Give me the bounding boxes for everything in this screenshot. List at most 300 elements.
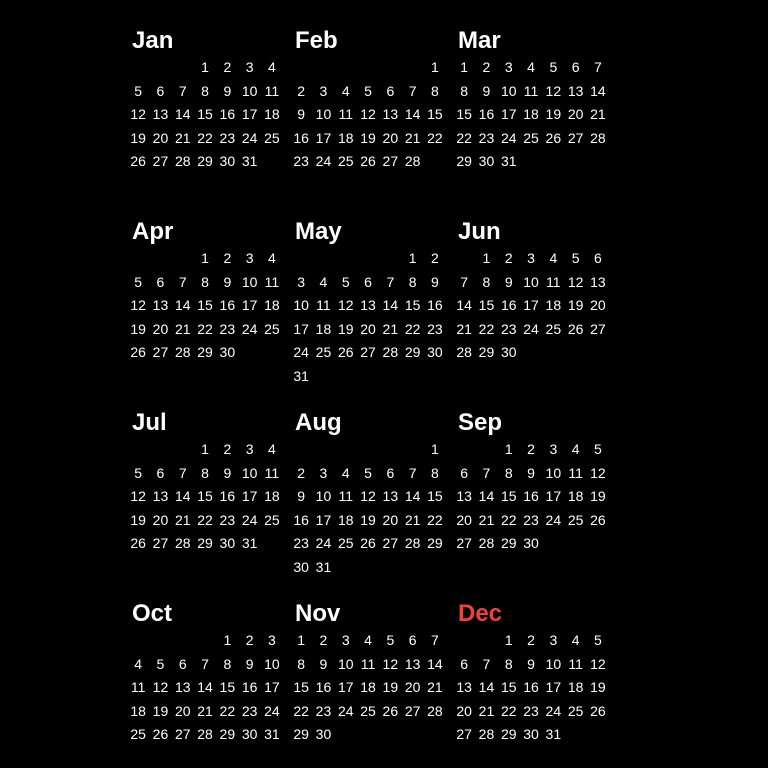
day-cell[interactable]: 31: [500, 153, 517, 169]
day-cell[interactable]: 23: [219, 129, 236, 146]
day-cell[interactable]: 19: [360, 129, 376, 146]
day-cell[interactable]: 26: [152, 726, 169, 742]
day-cell[interactable]: 10: [315, 488, 332, 504]
day-cell[interactable]: 8: [201, 464, 209, 481]
day-cell[interactable]: 5: [364, 82, 372, 99]
day-cell[interactable]: 21: [456, 320, 472, 337]
day-cell[interactable]: 23: [427, 320, 443, 337]
day-cell[interactable]: 28: [174, 153, 191, 169]
day-cell[interactable]: 4: [268, 441, 276, 457]
day-cell[interactable]: 28: [478, 535, 495, 551]
day-cell[interactable]: 25: [523, 129, 539, 146]
day-cell[interactable]: 29: [404, 344, 421, 360]
day-cell[interactable]: 26: [382, 702, 399, 719]
day-cell[interactable]: 6: [460, 464, 469, 481]
day-cell[interactable]: 3: [549, 441, 558, 457]
day-cell[interactable]: 27: [382, 153, 399, 169]
day-cell[interactable]: 15: [219, 679, 236, 695]
day-cell[interactable]: 8: [223, 655, 232, 672]
day-cell[interactable]: 2: [482, 59, 491, 75]
day-cell[interactable]: 30: [500, 344, 517, 360]
day-cell[interactable]: 8: [504, 655, 513, 672]
day-cell[interactable]: 28: [197, 726, 213, 742]
day-cell[interactable]: 16: [315, 679, 332, 695]
day-cell[interactable]: 7: [594, 59, 602, 75]
day-cell[interactable]: 6: [156, 273, 165, 290]
day-cell[interactable]: 27: [567, 129, 584, 146]
day-cell[interactable]: 22: [427, 129, 443, 146]
day-cell[interactable]: 7: [178, 82, 187, 99]
day-cell[interactable]: 6: [156, 82, 165, 99]
day-cell[interactable]: 25: [264, 511, 280, 528]
day-cell[interactable]: 21: [174, 511, 191, 528]
day-cell[interactable]: 13: [456, 679, 472, 695]
day-cell[interactable]: 25: [567, 702, 584, 719]
day-cell[interactable]: 21: [590, 106, 606, 122]
day-cell[interactable]: 9: [223, 273, 232, 290]
day-cell[interactable]: 2: [245, 632, 254, 648]
day-cell[interactable]: 15: [427, 106, 443, 122]
day-cell[interactable]: 26: [545, 129, 562, 146]
day-cell[interactable]: 9: [482, 82, 491, 99]
day-cell[interactable]: 11: [338, 106, 354, 122]
day-cell[interactable]: 27: [404, 702, 421, 719]
day-cell[interactable]: 25: [337, 153, 354, 169]
day-cell[interactable]: 15: [500, 679, 517, 695]
day-cell[interactable]: 4: [527, 59, 535, 75]
day-cell[interactable]: 29: [219, 726, 236, 742]
month-title[interactable]: Jan: [132, 27, 174, 54]
day-cell[interactable]: 18: [337, 511, 354, 528]
day-cell[interactable]: 6: [408, 632, 417, 648]
day-cell[interactable]: 18: [337, 129, 354, 146]
day-cell[interactable]: 23: [293, 535, 309, 551]
day-cell[interactable]: 5: [134, 464, 143, 481]
day-cell[interactable]: 28: [456, 344, 472, 360]
day-cell[interactable]: 22: [500, 702, 517, 719]
day-cell[interactable]: 31: [241, 535, 258, 551]
day-cell[interactable]: 16: [293, 511, 309, 528]
day-cell[interactable]: 18: [130, 702, 146, 719]
day-cell[interactable]: 9: [431, 273, 439, 290]
day-cell[interactable]: 5: [364, 464, 372, 481]
day-cell[interactable]: 29: [197, 535, 213, 551]
day-cell[interactable]: 10: [500, 82, 517, 99]
day-cell[interactable]: 25: [264, 129, 280, 146]
day-cell[interactable]: 28: [174, 535, 191, 551]
day-cell[interactable]: 14: [456, 297, 472, 313]
day-cell[interactable]: 8: [408, 273, 417, 290]
day-cell[interactable]: 23: [219, 320, 236, 337]
day-cell[interactable]: 2: [504, 250, 513, 266]
day-cell[interactable]: 5: [156, 655, 165, 672]
day-cell[interactable]: 4: [268, 59, 276, 75]
day-cell[interactable]: 10: [293, 297, 309, 313]
day-cell[interactable]: 12: [130, 297, 146, 313]
day-cell[interactable]: 7: [408, 464, 417, 481]
day-cell[interactable]: 22: [293, 702, 309, 719]
day-cell[interactable]: 1: [297, 632, 306, 648]
day-cell[interactable]: 31: [545, 726, 562, 742]
month-title[interactable]: Mar: [458, 27, 501, 54]
day-cell[interactable]: 13: [360, 297, 376, 313]
day-cell[interactable]: 28: [404, 153, 421, 169]
day-cell[interactable]: 3: [245, 250, 254, 266]
day-cell[interactable]: 17: [241, 106, 258, 122]
day-cell[interactable]: 31: [315, 558, 332, 575]
day-cell[interactable]: 13: [152, 106, 169, 122]
day-cell[interactable]: 22: [456, 129, 472, 146]
day-cell[interactable]: 7: [460, 273, 469, 290]
day-cell[interactable]: 3: [297, 273, 306, 290]
day-cell[interactable]: 7: [178, 273, 187, 290]
day-cell[interactable]: 24: [241, 320, 258, 337]
day-cell[interactable]: 22: [219, 702, 236, 719]
day-cell[interactable]: 26: [130, 344, 146, 360]
day-cell[interactable]: 3: [245, 59, 254, 75]
day-cell[interactable]: 12: [360, 488, 376, 504]
day-cell[interactable]: 3: [319, 82, 328, 99]
day-cell[interactable]: 26: [337, 344, 354, 360]
day-cell[interactable]: 2: [319, 632, 328, 648]
day-cell[interactable]: 11: [523, 82, 539, 99]
day-cell[interactable]: 5: [134, 273, 143, 290]
day-cell[interactable]: 22: [197, 320, 213, 337]
day-cell[interactable]: 9: [319, 655, 328, 672]
month-title[interactable]: Jun: [458, 218, 501, 245]
day-cell[interactable]: 15: [197, 488, 213, 504]
day-cell[interactable]: 20: [456, 511, 472, 528]
day-cell[interactable]: 26: [130, 153, 146, 169]
day-cell[interactable]: 6: [594, 250, 602, 266]
day-cell[interactable]: 13: [152, 297, 169, 313]
day-cell[interactable]: 1: [201, 441, 209, 457]
day-cell[interactable]: 27: [456, 535, 472, 551]
day-cell[interactable]: 9: [527, 464, 535, 481]
day-cell[interactable]: 20: [382, 511, 399, 528]
day-cell[interactable]: 10: [264, 655, 280, 672]
day-cell[interactable]: 11: [360, 655, 376, 672]
day-cell[interactable]: 14: [427, 655, 443, 672]
day-cell[interactable]: 1: [201, 59, 209, 75]
day-cell[interactable]: 27: [360, 344, 376, 360]
day-cell[interactable]: 30: [478, 153, 495, 169]
day-cell[interactable]: 4: [571, 632, 580, 648]
day-cell[interactable]: 11: [316, 297, 331, 313]
day-cell[interactable]: 17: [315, 129, 332, 146]
day-cell[interactable]: 21: [174, 129, 191, 146]
day-cell[interactable]: 16: [523, 488, 539, 504]
day-cell[interactable]: 14: [590, 82, 606, 99]
day-cell[interactable]: 6: [460, 655, 469, 672]
day-cell[interactable]: 18: [315, 320, 332, 337]
day-cell[interactable]: 15: [197, 297, 213, 313]
day-cell[interactable]: 24: [523, 320, 539, 337]
day-cell[interactable]: 19: [337, 320, 354, 337]
day-cell[interactable]: 1: [223, 632, 232, 648]
day-cell[interactable]: 20: [152, 129, 169, 146]
day-cell[interactable]: 19: [590, 488, 606, 504]
day-cell[interactable]: 3: [504, 59, 513, 75]
day-cell[interactable]: 29: [500, 535, 517, 551]
day-cell[interactable]: 26: [360, 153, 376, 169]
day-cell[interactable]: 24: [337, 702, 354, 719]
day-cell[interactable]: 19: [382, 679, 399, 695]
day-cell[interactable]: 16: [219, 488, 236, 504]
day-cell[interactable]: 12: [567, 273, 584, 290]
day-cell[interactable]: 31: [293, 367, 309, 384]
day-cell[interactable]: 4: [341, 464, 350, 481]
day-cell[interactable]: 21: [478, 511, 495, 528]
day-cell[interactable]: 20: [567, 106, 584, 122]
day-cell[interactable]: 18: [264, 106, 280, 122]
day-cell[interactable]: 18: [523, 106, 539, 122]
day-cell[interactable]: 7: [482, 464, 491, 481]
day-cell[interactable]: 26: [130, 535, 146, 551]
day-cell[interactable]: 11: [568, 655, 583, 672]
day-cell[interactable]: 29: [293, 726, 309, 742]
day-cell[interactable]: 26: [590, 511, 606, 528]
day-cell[interactable]: 6: [386, 464, 395, 481]
day-cell[interactable]: 15: [293, 679, 309, 695]
day-cell[interactable]: 23: [523, 702, 539, 719]
day-cell[interactable]: 18: [360, 679, 376, 695]
day-cell[interactable]: 21: [427, 679, 443, 695]
day-cell[interactable]: 24: [241, 129, 258, 146]
day-cell[interactable]: 27: [152, 535, 169, 551]
day-cell[interactable]: 4: [268, 250, 276, 266]
day-cell[interactable]: 17: [315, 511, 332, 528]
day-cell[interactable]: 27: [152, 153, 169, 169]
day-cell[interactable]: 6: [178, 655, 187, 672]
day-cell[interactable]: 19: [130, 129, 146, 146]
day-cell[interactable]: 7: [408, 82, 417, 99]
day-cell[interactable]: 24: [545, 702, 562, 719]
day-cell[interactable]: 8: [504, 464, 513, 481]
day-cell[interactable]: 7: [201, 655, 209, 672]
day-cell[interactable]: 4: [134, 655, 143, 672]
day-cell[interactable]: 20: [456, 702, 472, 719]
day-cell[interactable]: 21: [197, 702, 213, 719]
day-cell[interactable]: 20: [152, 320, 169, 337]
month-title[interactable]: Sep: [458, 409, 503, 436]
day-cell[interactable]: 25: [545, 320, 562, 337]
day-cell[interactable]: 14: [404, 488, 421, 504]
day-cell[interactable]: 20: [590, 297, 606, 313]
day-cell[interactable]: 17: [264, 679, 280, 695]
day-cell[interactable]: 8: [460, 82, 469, 99]
day-cell-today[interactable]: 17: [542, 676, 564, 700]
day-cell[interactable]: 12: [130, 488, 146, 504]
month-title[interactable]: Oct: [132, 600, 173, 627]
day-cell[interactable]: 28: [404, 535, 421, 551]
day-cell[interactable]: 3: [527, 250, 535, 266]
day-cell[interactable]: 9: [245, 655, 254, 672]
day-cell[interactable]: 19: [152, 702, 169, 719]
day-cell[interactable]: 22: [404, 320, 421, 337]
day-cell[interactable]: 11: [264, 464, 280, 481]
day-cell[interactable]: 19: [130, 320, 146, 337]
day-cell[interactable]: 23: [500, 320, 517, 337]
day-cell[interactable]: 28: [174, 344, 191, 360]
day-cell[interactable]: 24: [315, 153, 332, 169]
day-cell[interactable]: 30: [219, 535, 236, 551]
day-cell[interactable]: 1: [201, 250, 209, 266]
day-cell[interactable]: 31: [241, 153, 258, 169]
day-cell[interactable]: 16: [478, 106, 495, 122]
day-cell[interactable]: 18: [264, 297, 280, 313]
day-cell[interactable]: 20: [382, 129, 399, 146]
day-cell[interactable]: 30: [523, 726, 539, 742]
day-cell[interactable]: 14: [404, 106, 421, 122]
day-cell[interactable]: 28: [590, 129, 606, 146]
day-cell[interactable]: 15: [404, 297, 421, 313]
day-cell[interactable]: 11: [338, 488, 354, 504]
day-cell[interactable]: 18: [264, 488, 280, 504]
day-cell[interactable]: 12: [382, 655, 399, 672]
day-cell[interactable]: 12: [590, 464, 606, 481]
month-title[interactable]: Jul: [132, 409, 167, 436]
day-cell[interactable]: 14: [197, 679, 213, 695]
day-cell[interactable]: 29: [456, 153, 472, 169]
day-cell[interactable]: 8: [297, 655, 306, 672]
day-cell[interactable]: 2: [223, 441, 232, 457]
day-cell[interactable]: 30: [219, 153, 236, 169]
day-cell[interactable]: 17: [523, 297, 539, 313]
day-cell[interactable]: 19: [130, 511, 146, 528]
day-cell[interactable]: 3: [268, 632, 276, 648]
day-cell[interactable]: 5: [549, 59, 558, 75]
day-cell[interactable]: 23: [241, 702, 258, 719]
day-cell[interactable]: 25: [264, 320, 280, 337]
day-cell[interactable]: 9: [223, 464, 232, 481]
day-cell[interactable]: 2: [527, 441, 535, 457]
day-cell[interactable]: 19: [567, 297, 584, 313]
day-cell[interactable]: 27: [152, 344, 169, 360]
day-cell[interactable]: 24: [241, 511, 258, 528]
day-cell[interactable]: 2: [297, 82, 306, 99]
day-cell[interactable]: 23: [219, 511, 236, 528]
day-cell[interactable]: 17: [337, 679, 354, 695]
day-cell[interactable]: 28: [382, 344, 399, 360]
day-cell[interactable]: 14: [478, 679, 495, 695]
day-cell[interactable]: 23: [478, 129, 495, 146]
day-cell[interactable]: 17: [545, 488, 562, 504]
day-cell[interactable]: 29: [197, 153, 213, 169]
day-cell[interactable]: 13: [404, 655, 421, 672]
day-cell[interactable]: 8: [201, 273, 209, 290]
day-cell[interactable]: 19: [360, 511, 376, 528]
month-title[interactable]: May: [295, 218, 342, 245]
day-cell[interactable]: 13: [456, 488, 472, 504]
day-cell[interactable]: 31: [264, 726, 280, 742]
day-cell[interactable]: 5: [594, 632, 602, 648]
day-cell[interactable]: 10: [241, 82, 258, 99]
day-cell[interactable]: 16: [427, 297, 443, 313]
day-cell[interactable]: 2: [223, 59, 232, 75]
day-cell[interactable]: 26: [567, 320, 584, 337]
day-cell[interactable]: 15: [478, 297, 495, 313]
day-cell[interactable]: 10: [241, 273, 258, 290]
day-cell[interactable]: 1: [504, 632, 513, 648]
day-cell[interactable]: 9: [527, 655, 535, 672]
day-cell[interactable]: 14: [174, 488, 191, 504]
day-cell[interactable]: 16: [241, 679, 258, 695]
day-cell[interactable]: 15: [500, 488, 517, 504]
day-cell[interactable]: 1: [504, 441, 513, 457]
day-cell[interactable]: 24: [264, 702, 280, 719]
day-cell[interactable]: 4: [341, 82, 350, 99]
day-cell[interactable]: 7: [431, 632, 439, 648]
day-cell[interactable]: 12: [360, 106, 376, 122]
day-cell[interactable]: 28: [478, 726, 495, 742]
month-title-current[interactable]: Dec: [458, 600, 503, 627]
day-cell[interactable]: 1: [482, 250, 491, 266]
day-cell[interactable]: 7: [178, 464, 187, 481]
day-cell[interactable]: 5: [571, 250, 580, 266]
day-cell[interactable]: 8: [201, 82, 209, 99]
day-cell[interactable]: 3: [319, 464, 328, 481]
day-cell[interactable]: 30: [315, 726, 332, 742]
day-cell[interactable]: 26: [360, 535, 376, 551]
day-cell[interactable]: 30: [219, 344, 236, 360]
day-cell[interactable]: 18: [567, 488, 584, 504]
day-cell[interactable]: 14: [382, 297, 399, 313]
day-cell[interactable]: 5: [134, 82, 143, 99]
day-cell[interactable]: 30: [241, 726, 258, 742]
day-cell[interactable]: 8: [431, 464, 439, 481]
day-cell[interactable]: 22: [427, 511, 443, 528]
day-cell[interactable]: 22: [500, 511, 517, 528]
day-cell[interactable]: 21: [404, 129, 421, 146]
day-cell[interactable]: 6: [571, 59, 580, 75]
day-cell[interactable]: 12: [152, 679, 169, 695]
day-cell[interactable]: 4: [571, 441, 580, 457]
day-cell[interactable]: 15: [427, 488, 443, 504]
day-cell[interactable]: 16: [523, 679, 539, 695]
day-cell[interactable]: 3: [341, 632, 350, 648]
day-cell[interactable]: 16: [293, 129, 309, 146]
day-cell[interactable]: 10: [545, 464, 562, 481]
day-cell[interactable]: 25: [360, 702, 376, 719]
month-title[interactable]: Feb: [295, 27, 338, 54]
day-cell[interactable]: 26: [590, 702, 606, 719]
day-cell[interactable]: 20: [404, 679, 421, 695]
day-cell[interactable]: 13: [567, 82, 584, 99]
day-cell[interactable]: 25: [130, 726, 146, 742]
day-cell[interactable]: 1: [460, 59, 469, 75]
day-cell[interactable]: 13: [174, 679, 191, 695]
day-cell[interactable]: 29: [197, 344, 213, 360]
day-cell[interactable]: 16: [500, 297, 517, 313]
day-cell[interactable]: 25: [315, 344, 332, 360]
day-cell[interactable]: 8: [431, 82, 439, 99]
day-cell[interactable]: 4: [319, 273, 328, 290]
day-cell[interactable]: 29: [500, 726, 517, 742]
day-cell[interactable]: 4: [549, 250, 558, 266]
day-cell[interactable]: 24: [293, 344, 309, 360]
day-cell[interactable]: 17: [241, 488, 258, 504]
day-cell[interactable]: 23: [523, 511, 539, 528]
day-cell[interactable]: 18: [545, 297, 562, 313]
day-cell[interactable]: 2: [223, 250, 232, 266]
day-cell[interactable]: 27: [456, 726, 472, 742]
day-cell[interactable]: 28: [427, 702, 443, 719]
day-cell[interactable]: 7: [386, 273, 395, 290]
day-cell[interactable]: 10: [337, 655, 354, 672]
day-cell[interactable]: 30: [427, 344, 443, 360]
day-cell[interactable]: 13: [382, 488, 399, 504]
